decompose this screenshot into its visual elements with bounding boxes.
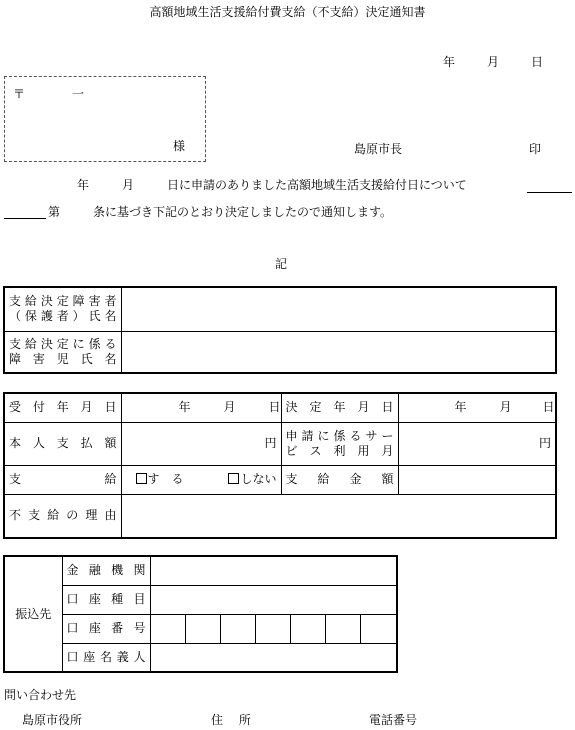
recipient-name-field[interactable] (121, 287, 556, 331)
page-title: 高額地域生活支援給付費支給（不支給）決定通知書 (149, 5, 426, 19)
bank-label: 金融機関 (62, 556, 150, 585)
self-payment-label: 本人支払額 (4, 422, 121, 465)
decision-date-label: 決定年月日 (281, 393, 398, 422)
account-type-field[interactable] (150, 585, 397, 614)
account-holder-label: 口座名義人 (62, 643, 150, 672)
decision-date-field[interactable] (398, 393, 556, 422)
ki-heading: 記 (275, 257, 288, 271)
account-digit[interactable] (220, 614, 255, 643)
receipt-date-label: 受付年月日 (4, 393, 121, 422)
body-dai: 第 (48, 205, 61, 219)
postal-dash: 一 (72, 87, 85, 101)
option-suru[interactable]: する (136, 472, 196, 487)
option-shinai[interactable]: しない (228, 472, 276, 487)
account-digit[interactable] (185, 614, 220, 643)
child-name-field[interactable] (121, 331, 556, 373)
self-payment-field[interactable] (121, 422, 281, 465)
account-digit[interactable] (255, 614, 290, 643)
account-holder-field[interactable] (150, 643, 397, 672)
payment-options (121, 465, 281, 494)
recipient-name-label: 支給決定障害者 （保護者）氏名 (4, 287, 121, 331)
bank-field[interactable] (150, 556, 397, 585)
postal-mark: 〒 (13, 87, 26, 101)
office-name: 島原市役所 (22, 713, 83, 727)
account-type-label: 口座種目 (62, 585, 150, 614)
receipt-day: 日 (268, 400, 281, 415)
checkbox-shinai[interactable] (228, 473, 239, 484)
receipt-date-field[interactable] (121, 393, 281, 422)
receipt-month: 月 (223, 400, 236, 415)
child-name-label: 支給決定に係る 障害児氏名 (4, 331, 121, 373)
service-month-field[interactable] (398, 422, 556, 465)
date-header-day: 日 (531, 55, 544, 69)
decision-year: 年 (454, 400, 467, 415)
decision-month: 月 (499, 400, 512, 415)
decision-table (3, 392, 557, 539)
service-month-label: 申請に係るサー ビス利用月 (281, 422, 398, 465)
payment-label: 支 給 (4, 465, 121, 494)
date-header-year: 年 (443, 55, 456, 69)
yen-unit-2: 円 (538, 436, 551, 450)
body-month: 月 (122, 178, 135, 192)
issuer-name: 島原市長 (354, 142, 403, 156)
body-line1-text: 日に申請のありました高額地域生活支援給付日について (167, 178, 467, 192)
account-digit[interactable] (290, 614, 325, 643)
account-digit[interactable] (325, 614, 360, 643)
seal-mark: 印 (529, 142, 542, 156)
transfer-destination-label: 振込先 (4, 556, 62, 672)
body-line2-text: 条に基づき下記のとおり決定しましたので通知します。 (93, 205, 393, 219)
checkbox-suru[interactable] (136, 473, 147, 484)
account-number-label: 口座番号 (62, 614, 150, 643)
blank-underline-2 (4, 218, 46, 219)
receipt-year: 年 (178, 400, 191, 415)
inquiry-label: 問い合わせ先 (4, 688, 77, 702)
account-digit[interactable] (360, 614, 397, 643)
non-payment-reason-label: 不支給の理由 (4, 494, 121, 538)
account-digit[interactable] (150, 614, 185, 643)
phone-label: 電話番号 (369, 713, 418, 727)
address-label: 住 所 (211, 713, 257, 727)
non-payment-reason-field[interactable] (121, 494, 556, 538)
decision-day: 日 (542, 400, 555, 415)
blank-underline-1 (527, 192, 572, 193)
payment-amount-label: 支給金額 (281, 465, 398, 494)
yen-unit-1: 円 (264, 436, 277, 450)
sama-label: 様 (173, 139, 186, 153)
recipient-table (3, 286, 557, 374)
payment-amount-field[interactable] (398, 465, 556, 494)
bank-transfer-table (3, 555, 398, 673)
date-header-month: 月 (487, 55, 500, 69)
body-year: 年 (77, 178, 90, 192)
